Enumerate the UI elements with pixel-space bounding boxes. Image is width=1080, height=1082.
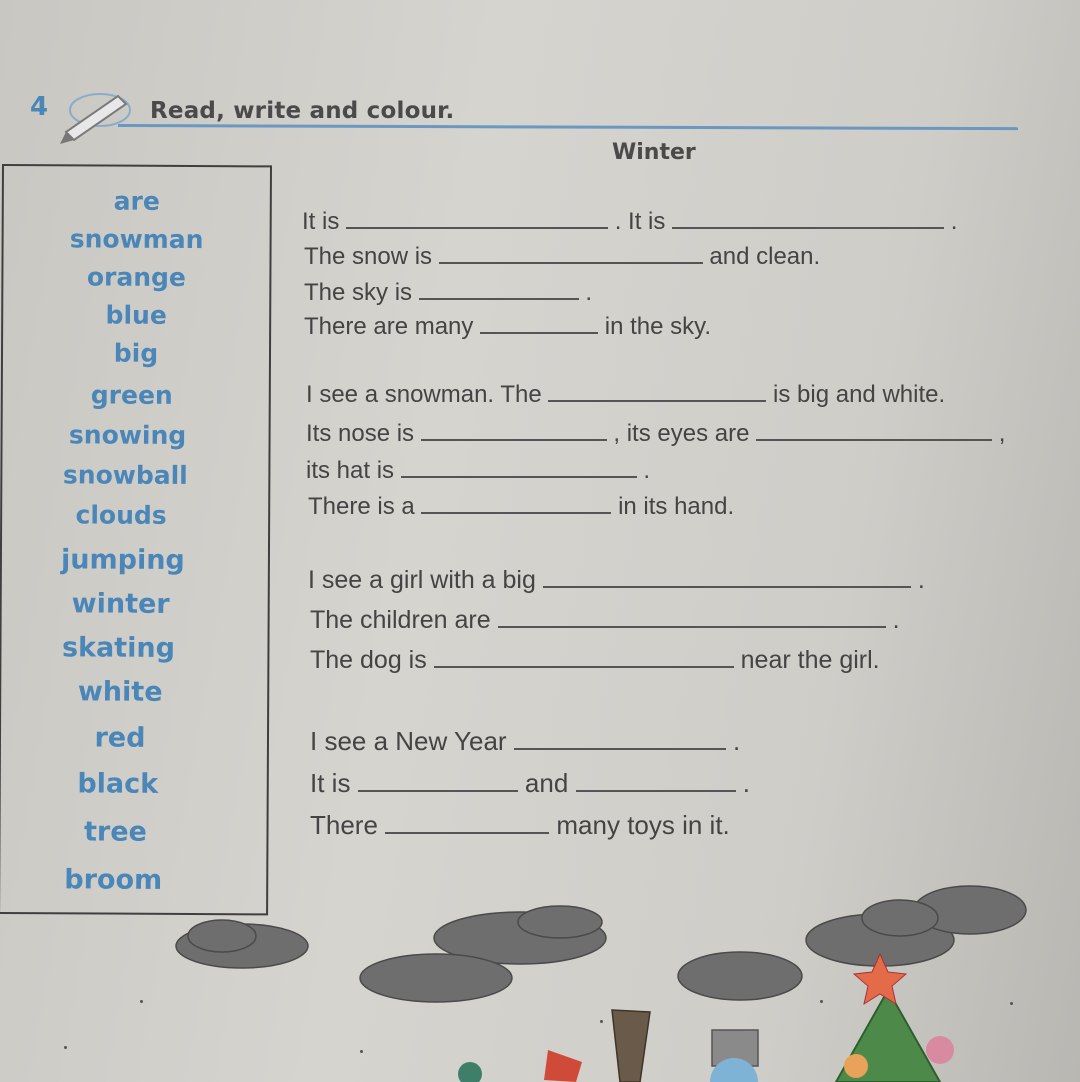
sentence-text: There are many [304, 313, 474, 340]
sentence-text: The sky is [304, 279, 413, 306]
sentence-2 [304, 243, 820, 271]
sentence-text: , its eyes are [613, 420, 750, 447]
word-box-item: tree [83, 816, 148, 848]
answer-blank[interactable] [401, 458, 637, 478]
word-list [4, 166, 270, 896]
sentence-9 [308, 566, 925, 595]
answer-blank[interactable] [672, 209, 944, 229]
word-box-item: skating [61, 632, 176, 664]
answer-blank[interactable] [576, 772, 736, 792]
sentence-text: many toys in it. [556, 810, 730, 840]
answer-blank[interactable] [346, 209, 608, 229]
word-box-item: jumping [60, 544, 185, 576]
sentence-text: I see a girl with a big [308, 566, 536, 594]
word-box-item: white [77, 676, 163, 708]
sentence-12 [310, 726, 740, 757]
word-box-item: are [113, 186, 160, 216]
text-title: Winter [612, 140, 696, 165]
sentence-text: The children are [310, 606, 491, 634]
cloud-icon [176, 886, 1026, 1002]
word-box-item: green [90, 380, 173, 410]
sentence-text: There [310, 810, 378, 840]
sentence-text: I see a New Year [310, 726, 507, 756]
word-box-item: big [113, 338, 159, 368]
answer-blank[interactable] [514, 730, 726, 750]
sentence-1 [302, 208, 957, 236]
word-box-item: black [77, 768, 159, 800]
snow-dot [360, 1050, 363, 1053]
winter-illustration [0, 870, 1080, 1082]
sentence-text: . It is [614, 208, 666, 235]
word-box-item: snowball [62, 460, 188, 490]
sentence-text: The dog is [310, 646, 427, 674]
sentence-text: . [733, 726, 741, 756]
word-box-item: snowing [68, 420, 187, 450]
sentence-text: . [742, 768, 751, 798]
answer-blank[interactable] [421, 494, 611, 514]
sentence-text: I see a snowman. The [306, 381, 542, 408]
sentence-7 [306, 457, 650, 485]
instruction-heading: Read, write and colour. [150, 98, 455, 124]
sentence-4 [304, 313, 711, 341]
answer-blank[interactable] [421, 421, 607, 441]
sentence-text: its hat is [306, 457, 395, 484]
sentence-text: It is [310, 768, 351, 798]
sentence-text: in its hand. [618, 493, 735, 520]
sentence-5 [306, 381, 945, 409]
broom-icon [612, 1010, 650, 1082]
sentence-text: . [917, 566, 925, 594]
answer-blank[interactable] [548, 382, 766, 402]
snow-dot [1010, 1002, 1013, 1005]
word-box-item: snowman [69, 224, 204, 255]
word-box [0, 164, 272, 915]
snowman-icon [710, 1030, 758, 1082]
word-box-item: blue [105, 300, 167, 330]
answer-blank[interactable] [419, 280, 579, 300]
sentence-text: Its nose is [306, 420, 415, 447]
sentence-text: near the girl. [740, 646, 880, 674]
answer-blank[interactable] [543, 568, 911, 588]
word-box-item: winter [71, 588, 170, 620]
sentence-text: . [643, 457, 651, 484]
word-box-item: red [94, 722, 146, 754]
sentence-text: . [950, 208, 958, 235]
heading-rule [118, 124, 1018, 130]
snow-dot [64, 1046, 67, 1049]
sentence-14 [310, 810, 730, 841]
sentence-3 [304, 279, 592, 307]
answer-blank[interactable] [498, 608, 886, 628]
sentence-13 [310, 768, 750, 799]
word-box-item: orange [86, 262, 186, 292]
sentence-text: in the sky. [604, 313, 712, 340]
scarf-icon [458, 1050, 582, 1082]
answer-blank[interactable] [434, 648, 734, 668]
answer-blank[interactable] [439, 244, 703, 264]
sentence-text: The snow is [304, 243, 433, 270]
sentence-text: and clean. [709, 243, 821, 270]
sentence-text: There is a [308, 493, 415, 520]
answer-blank[interactable] [480, 314, 598, 334]
tree-icon [836, 954, 954, 1082]
pencil-icon [48, 84, 138, 144]
sentence-8 [308, 493, 734, 521]
snow-dot [600, 1020, 603, 1023]
snow-dot [140, 1000, 143, 1003]
word-box-item: broom [64, 864, 163, 896]
word-box-item: clouds [75, 500, 167, 530]
answer-blank[interactable] [756, 421, 992, 441]
sentence-text: , [998, 420, 1006, 447]
answer-blank[interactable] [358, 772, 518, 792]
sentence-text: . [892, 606, 900, 634]
sentence-6 [306, 420, 1005, 448]
sentence-10 [310, 606, 900, 635]
answer-blank[interactable] [385, 814, 549, 834]
snow-dot [820, 1000, 823, 1003]
sentence-text: It is [302, 208, 340, 235]
sentence-text: and [524, 768, 569, 798]
sentence-text: . [585, 279, 593, 306]
exercise-number: 4 [30, 92, 49, 122]
sentence-11 [310, 646, 880, 675]
sentence-text: is big and white. [773, 381, 946, 408]
